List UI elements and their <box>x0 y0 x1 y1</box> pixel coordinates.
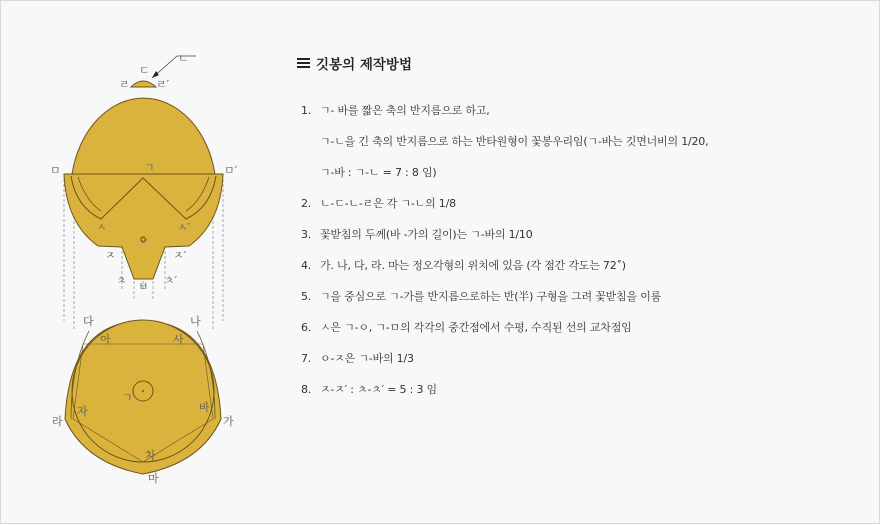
label-ga: 가 <box>223 415 234 428</box>
label-j-right: ㅈ′ <box>173 249 187 262</box>
label-cha: 차 <box>145 449 156 462</box>
step-number: 8. <box>301 383 312 396</box>
section-title: 깃봉의 제작방법 <box>316 57 412 73</box>
label-top-d: ㄷ <box>139 64 150 77</box>
step-text: ㄴ-ㄷ-ㄴ-ㄹ은 각 ㄱ-ㄴ의 1/8 <box>320 197 456 210</box>
label-o: ㅇ <box>138 234 149 247</box>
step-number: 6. <box>301 321 312 334</box>
step-item <box>297 281 857 312</box>
diagram-svg <box>1 1 301 525</box>
step-item <box>297 343 857 374</box>
step-text: 가. 나, 다, 라. 마는 정오각형의 위치에 있음 (각 점간 각도는 72˚) <box>320 259 626 272</box>
label-a: 아 <box>100 333 111 346</box>
step-number: 7. <box>301 352 312 365</box>
step-text: 꽃받침의 두께(바 -가의 길이)는 ㄱ-바의 1/10 <box>320 228 533 241</box>
label-s-right: ㅅ′ <box>177 221 191 234</box>
step-item <box>297 95 857 188</box>
step-item <box>297 374 857 405</box>
flag-finial-diagram <box>1 1 301 525</box>
label-ba: 바 <box>199 401 210 414</box>
label-ja: 자 <box>77 405 88 418</box>
calyx-plan-drawing <box>65 320 221 474</box>
step-number: 3. <box>301 228 312 241</box>
label-top-n: ㄴ <box>178 52 189 65</box>
step-item <box>297 188 857 219</box>
step-item <box>297 250 857 281</box>
steps-list <box>297 95 857 405</box>
step-number: 2. <box>301 197 312 210</box>
step-number: 5. <box>301 290 312 303</box>
step-item <box>297 219 857 250</box>
step-text-cont: ㄱ-ㄴ을 긴 축의 반지름으로 하는 반타원형이 꽃봉우리임(ㄱ-바는 깃면너비의 1/20, <box>320 135 709 148</box>
label-j-left: ㅈ <box>105 249 116 262</box>
label-da: 다 <box>83 315 94 328</box>
step-text: ㅈ-ㅈ′ : ㅊ-ㅊ′ = 5 : 3 임 <box>320 383 437 396</box>
label-ra: 라 <box>52 415 63 428</box>
step-item <box>297 312 857 343</box>
label-s-left: ㅅ <box>96 221 107 234</box>
step-text-cont: ㄱ-바 : ㄱ-ㄴ = 7 : 8 임) <box>320 166 437 179</box>
step-number: 4. <box>301 259 312 272</box>
step-text: ㅅ은 ㄱ-ㅇ, ㄱ-ㅁ의 각각의 중간점에서 수평, 수직된 선의 교차점임 <box>320 321 632 334</box>
section-heading <box>297 53 857 73</box>
list-menu-icon <box>297 58 310 68</box>
step-number: 1. <box>301 104 312 117</box>
label-g2: ㄱ <box>122 391 133 404</box>
label-m-right: ㅁ′ <box>224 164 238 177</box>
label-sa: 사 <box>173 333 184 346</box>
label-ma: 마 <box>148 472 159 485</box>
label-na: 나 <box>190 315 201 328</box>
label-g: ㄱ <box>144 161 155 174</box>
label-top-r-prime: ㄹ′ <box>156 78 170 91</box>
step-text: ㅇ-ㅈ은 ㄱ-바의 1/3 <box>320 352 414 365</box>
instructions-panel <box>297 53 857 405</box>
label-b: ㅂ <box>138 280 149 293</box>
label-top-r: ㄹ <box>119 78 130 91</box>
label-ch-right: ㅊ′ <box>164 274 178 287</box>
step-text: ㄱ을 중심으로 ㄱ-가를 반지름으로하는 반(半) 구형을 그려 꽃받침을 이룸 <box>320 290 662 303</box>
label-ch-left: ㅊ <box>116 274 127 287</box>
label-m-left: ㅁ <box>50 164 61 177</box>
step-text: ㄱ- 바를 짧은 축의 반지름으로 하고, <box>320 104 490 117</box>
